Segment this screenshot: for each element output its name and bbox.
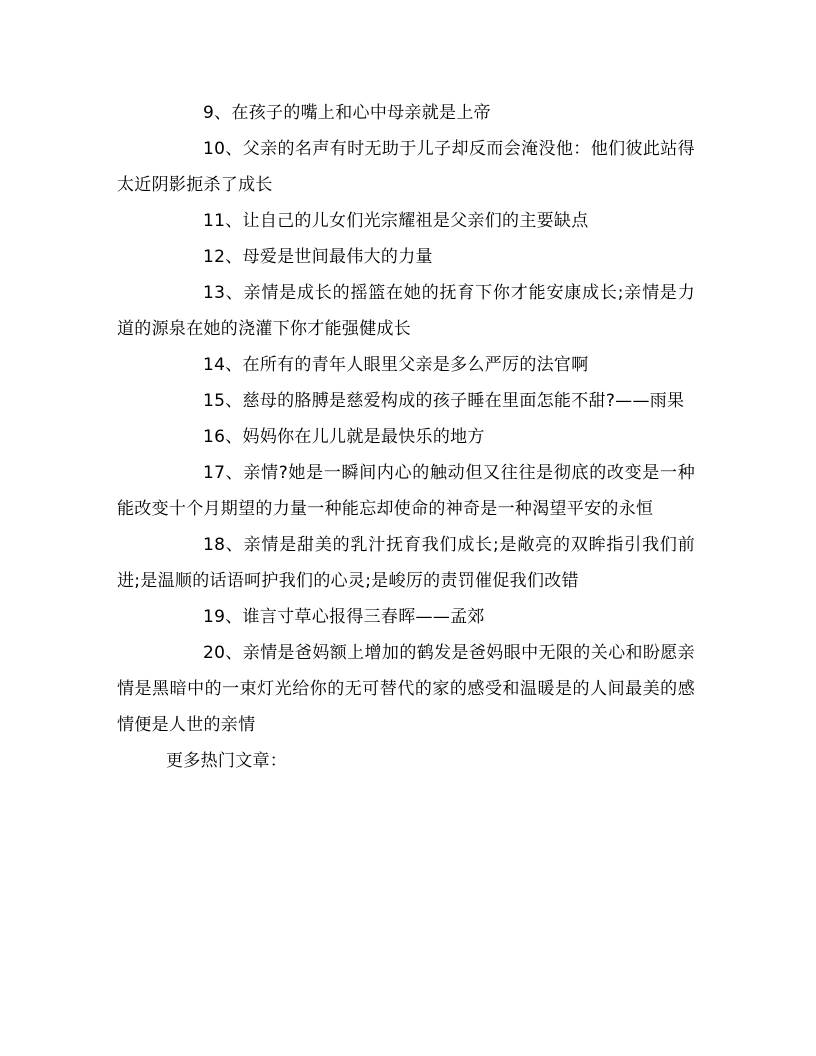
quote-paragraph-16: 16、妈妈你在儿儿就是最快乐的地方	[203, 427, 485, 447]
quote-paragraph-19: 19、谁言寸草心报得三春晖——孟郊	[203, 607, 485, 627]
quote-paragraph-13: 13、亲情是成长的摇篮在她的抚育下你才能安康成长;亲情是力道的源泉在她的浇灌下你才能强健成长	[117, 283, 695, 339]
quote-paragraph-14: 14、在所有的青年人眼里父亲是多么严厉的法官啊	[203, 355, 589, 375]
quote-paragraph-17: 17、亲情?她是一瞬间内心的触动但又往往是彻底的改变是一种能改变十个月期望的力量一种能忘却使命的神奇是一种渴望平安的永恒	[117, 463, 695, 519]
quote-paragraph-15: 15、慈母的胳膊是慈爱构成的孩子睡在里面怎能不甜?——雨果	[203, 391, 685, 411]
quote-paragraph-20: 20、亲情是爸妈额上增加的鹤发是爸妈眼中无限的关心和盼愿亲情是黑暗中的一束灯光给你的无可替代的家的感受和温暖是的人间最美的感情便是人世的亲情	[117, 643, 695, 735]
quote-paragraph-10: 10、父亲的名声有时无助于儿子却反而会淹没他：他们彼此站得太近阴影扼杀了成长	[117, 139, 695, 195]
quote-paragraph-18: 18、亲情是甜美的乳汁抚育我们成长;是敞亮的双眸指引我们前进;是温顺的话语呵护我们的心灵;是峻厉的责罚催促我们改错	[117, 535, 695, 591]
more-articles-heading: 更多热门文章：	[166, 751, 288, 771]
quote-paragraph-12: 12、母爱是世间最伟大的力量	[203, 247, 433, 267]
quote-paragraph-11: 11、让自己的儿女们光宗耀祖是父亲们的主要缺点	[203, 211, 589, 231]
article-body	[117, 95, 695, 779]
quote-paragraph-9: 9、在孩子的嘴上和心中母亲就是上帝	[203, 103, 491, 123]
